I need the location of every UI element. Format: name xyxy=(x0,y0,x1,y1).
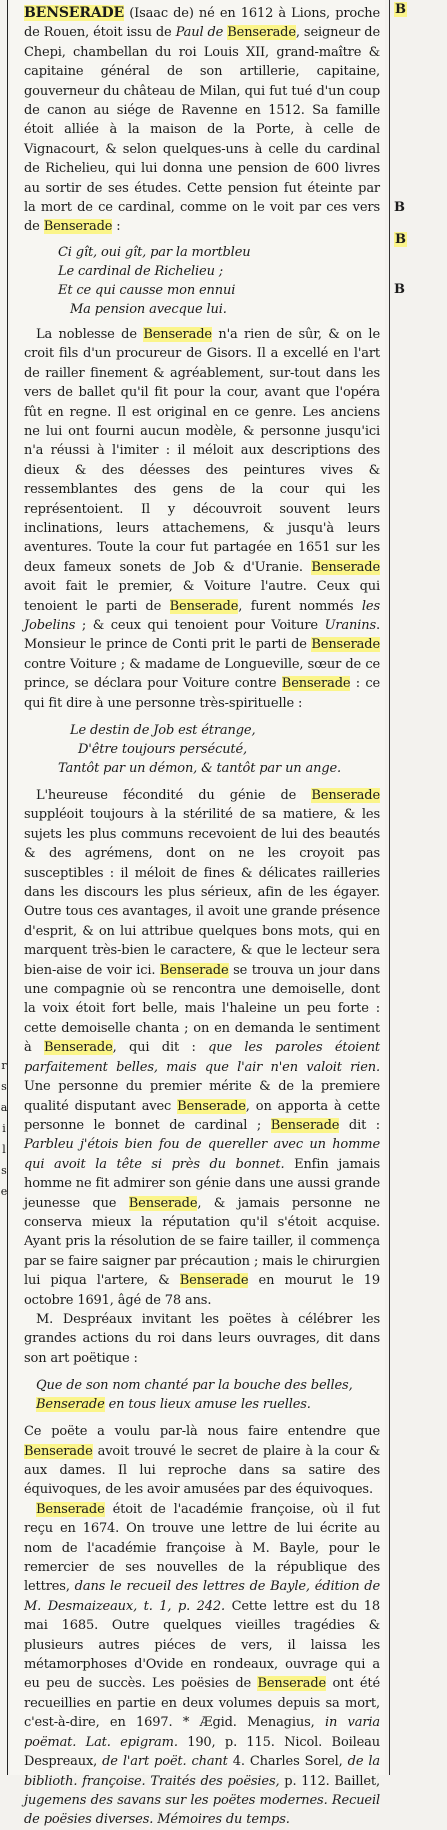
right-fragment: B xyxy=(394,200,405,215)
paragraph-5: Ce poëte a voulu par-là nous faire entendre que Benserade avoit trouvé le secret de plaire à la cour & aux dames. Il lui reproche dans sa satire des équivoques, de les avoir amusées par des équivoques. xyxy=(24,1424,380,1498)
verse-job-sonnet xyxy=(58,721,380,778)
left-fragment: i xyxy=(2,1122,6,1135)
name-highlight: Benserade xyxy=(257,1676,327,1692)
verse-line: Et ce qui causse mon ennui xyxy=(58,282,236,298)
name-highlight: Benserade xyxy=(36,1397,105,1413)
verse-despreaux xyxy=(36,1376,380,1414)
left-fragment: s xyxy=(1,1080,7,1093)
right-fragment: B xyxy=(394,282,405,297)
verse-line: D'être toujours persécuté, xyxy=(78,742,248,757)
left-fragment: e xyxy=(0,1185,8,1198)
right-adjacent-column xyxy=(389,0,447,1775)
left-fragment: a xyxy=(0,1101,8,1114)
verse-line: Ma pension avecque lui. xyxy=(70,301,227,317)
verse-line: Le cardinal de Richelieu ; xyxy=(58,263,224,279)
name-highlight: Benserade xyxy=(177,1098,246,1114)
article-body xyxy=(24,4,380,1830)
name-highlight: Benserade xyxy=(270,1117,340,1133)
name-highlight: Benserade xyxy=(169,598,239,614)
name-highlight: Benserade xyxy=(227,25,296,41)
name-highlight: Benserade xyxy=(179,1273,249,1289)
paragraph-1: BENSERADE (Isaac de) né en 1612 à Lions, proche de Rouen, étoit issu de Paul de Benserade, seigneur de Chepi, chambellan du roi Louis XII, grand-maître & capitaine général de son artillerie, capitaine, gouverneur du château de Milan, qui fut tué d'un coup de canon au siége de Ravenne en 1512. Sa famille étoit alliée à la maison de la Porte, à celle de Vignacourt, & selon quelques-uns à celle du cardinal de Richelieu, qui lui donna une pension de 600 livres au sortir de ses études. Cette pension fut éteinte par la mort de ce cardinal, comme on le voit par ces vers de Benserade : xyxy=(24,5,380,235)
verse-line: Tantôt par un démon, & tantôt par un ange. xyxy=(58,761,342,776)
name-highlight: Benserade xyxy=(159,962,229,978)
verse-line: Que de son nom chanté par la bouche des belles, xyxy=(36,1378,353,1394)
entry-headword: BENSERADE xyxy=(24,5,125,21)
name-highlight: Benserade xyxy=(36,1501,105,1517)
name-highlight: Benserade xyxy=(311,788,380,803)
left-fragment: s xyxy=(1,1164,7,1177)
left-fragment: r xyxy=(1,1059,7,1072)
paragraph-3: L'heureuse fécondité du génie de Benserade suppléoit toujours à la stérilité de sa matiere, & les sujets les plus communs recevoient de lui des beautés & des agrémens, dont on ne les croyoit pas susceptibles : il méloit de fines & délicates railleries dans les discours les plus sérieux, afin de les égayer. Outre tous ces avantages, il avoit une grande présence d'esprit, & on lui attribue quelques bons mots, qui en marquent très-bien le caractere, & que le lecteur sera bien-aise de voir ici. Benserade se trouva un jour dans une compagnie où se rencontra une demoiselle, dont la voix étoit fort belle, mais l'haleine un peu forte : cette demoiselle chanta ; on en demanda le sentiment à Benserade, qui dit : que les paroles étoient parfaitement belles, mais que l'air n'en valoit rien. Une personne du premier mérite & de la premiere qualité disputant avec Benserade, on apporta à cette personne le bonnet de cardinal ; Benserade dit : Parbleu j'étois bien fou de quereller avec un homme qui avoit la tête si près du bonnet. Enfin jamais homme ne fit admirer son génie dans une aussi grande jeunesse que Benserade, & jamais personne ne conserva mieux la réputation qu'il s'étoit acquise. Ayant pris la résolution de se faire tailler, il commença par se faire saigner par précaution ; mais le chirurgien lui piqua l'artere, & Benserade en mourut le 19 octobre 1691, âgé de 78 ans. xyxy=(24,788,381,1308)
verse-line: Le destin de Job est étrange, xyxy=(70,723,256,738)
verse-line: Benserade en tous lieux amuse les ruelles. xyxy=(36,1397,311,1413)
name-highlight: Benserade xyxy=(143,326,212,342)
name-highlight: Benserade xyxy=(128,1195,198,1211)
name-highlight: Benserade xyxy=(281,676,351,692)
name-highlight: Benserade xyxy=(43,219,113,235)
left-column-rule xyxy=(7,0,8,1775)
right-fragment-highlighted: B xyxy=(395,2,406,17)
verse-line: Ci gît, oui gît, par la mortbleu xyxy=(58,244,251,260)
name-highlight: Benserade xyxy=(311,637,380,653)
paragraph-4: M. Despréaux invitant les poëtes à célébrer les grandes actions du roi dans leurs ouvrages, dit dans son art poëtique : xyxy=(24,1311,380,1366)
left-margin-fragments xyxy=(0,1055,8,1202)
name-highlight: Benserade xyxy=(24,1443,93,1459)
paragraph-2: La noblesse de Benserade n'a rien de sûr, & on le croit fils d'un procureur de Gisors. Il a excellé en l'art de railler finement & agréablement, sur-tout dans les vers de ballet qu'il fit pour la cour, avant que l'opéra fût en regne. Il est original en ce genre. Les anciens ne lui ont fourni aucun modèle, & personne jusqu'ici n'a réussi à l'imiter : il méloit aux descriptions des dieux & des déesses des peintures vives & ressemblantes des gens de la cour qui les représentoient. Il y découvroit souvent leurs inclinations, leurs attachemens, & jusqu'à leurs aventures. Toute la cour fut partagée en 1651 sur les deux fameux sonets de Job & d'Uranie. Benserade avoit fait le premier, & Voiture l'autre. Ceux qui tenoient le parti de Benserade, furent nommés les Jobelins ; & ceux qui tenoient pour Voiture Uranins. Monsieur le prince de Conti prit le parti de Benserade contre Voiture ; & madame de Longueville, sœur de ce prince, se déclara pour Voiture contre Benserade : ce qui fit dire à une personne très-spirituelle : xyxy=(24,326,380,711)
paragraph-6: Benserade étoit de l'académie françoise, où il fut reçu en 1674. On trouve une lettre de lui écrite au nom de l'académie françoise à M. Bayle, pour le remercier de ses nouvelles de la république des lettres, dans le recueil des lettres de Bayle, édition de M. Desmaizeaux, t. 1, p. 242. Cette lettre est du 18 mai 1685. Outre quelques vieilles tragédies & plusieurs autres piéces de vers, il laissa les métamorphoses d'Ovide en rondeaux, ouvrage qui a eu peu de succès. Les poësies de Benserade ont été recueillies en partie en deux volumes depuis sa mort, c'est-à-dire, en 1697. * Ægid. Menagius, in varia poëmat. Lat. epigram. 190, p. 115. Nicol. Boileau Despreaux, de l'art poët. chant 4. Charles Sorel, de la biblioth. françoise. Traités des poësies, p. 112. Baillet, jugemens des savans sur les poëtes modernes. Recueil de poësies diverses. Mémoires du temps. xyxy=(24,1501,380,1828)
name-highlight: Benserade xyxy=(311,559,380,575)
verse-epitaph xyxy=(58,243,380,319)
left-fragment: l xyxy=(2,1143,6,1156)
name-highlight: Benserade xyxy=(44,1040,113,1056)
right-fragment-highlighted: B xyxy=(395,232,406,247)
